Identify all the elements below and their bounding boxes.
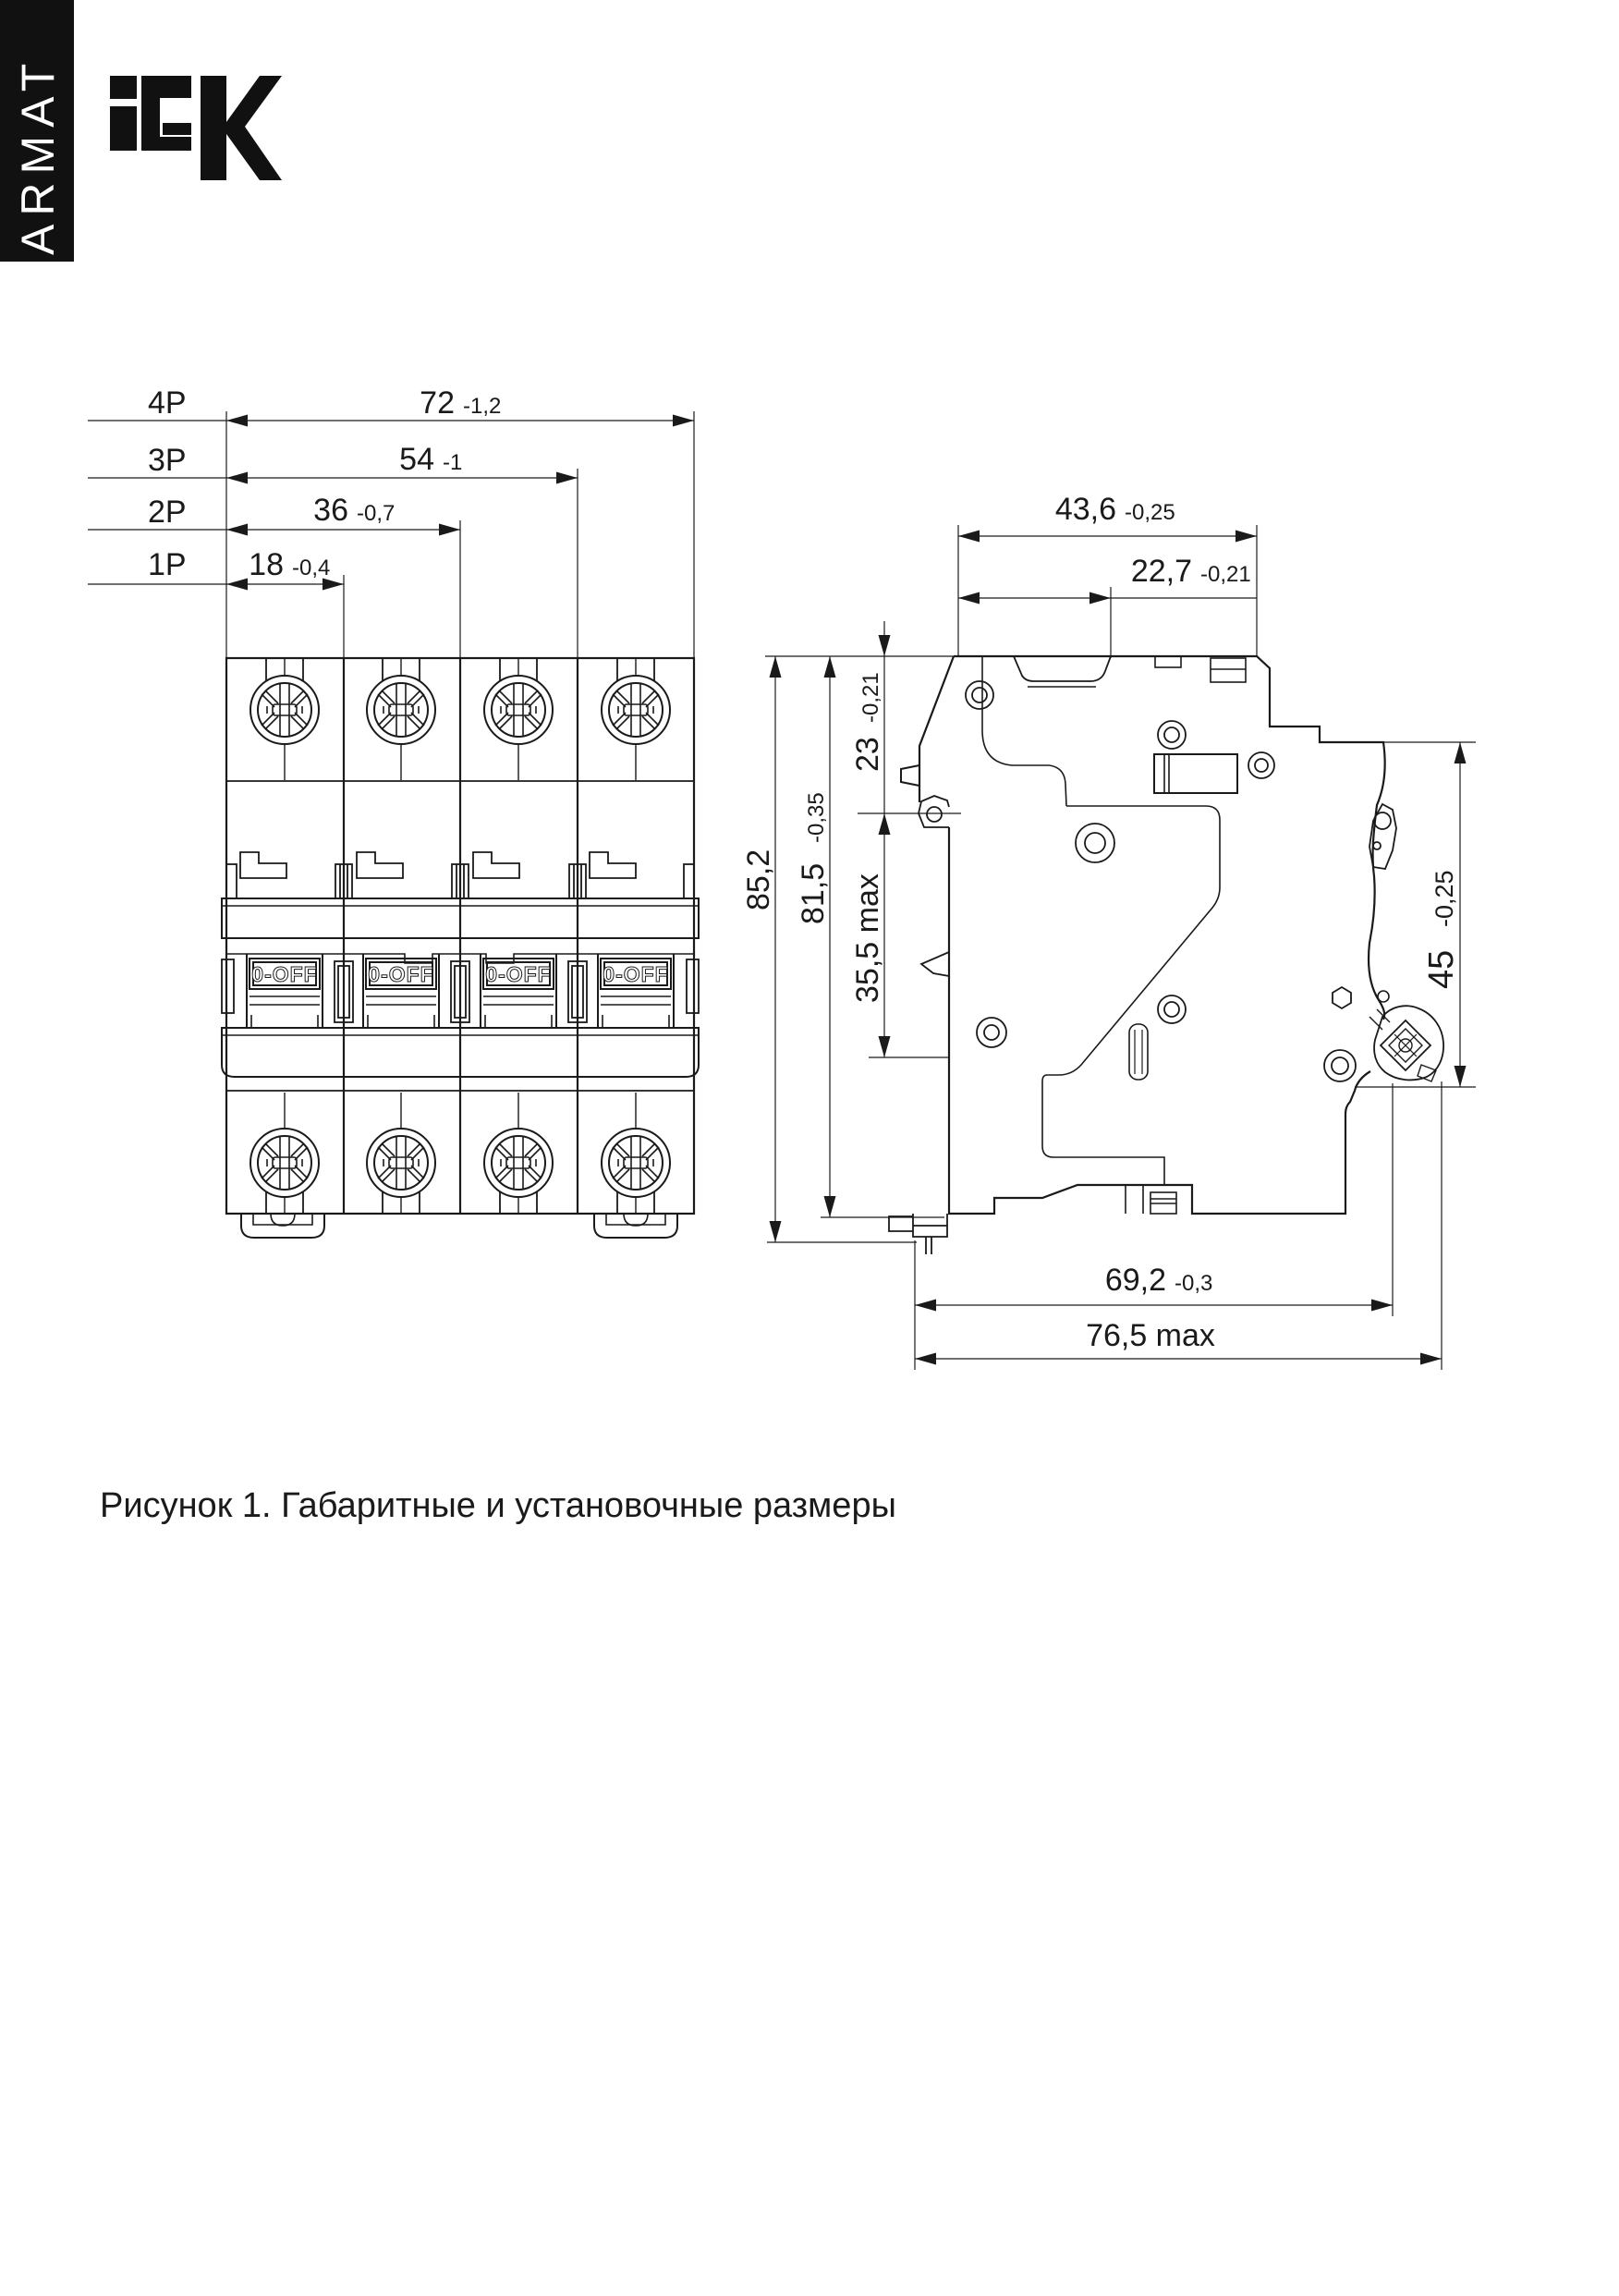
dim-72-value: 72 [420, 385, 455, 421]
front-view [222, 658, 699, 1238]
dim-85-2-value: 85,2 [741, 849, 776, 910]
dim-22-7-value: 22,7 [1130, 554, 1192, 589]
side-view [889, 656, 1443, 1254]
armat-series-label: ARMAT [12, 55, 64, 255]
dim-18-tol: -0,4 [292, 556, 331, 580]
pole-label-1p: 1P [148, 547, 187, 582]
dim-36-tol: -0,7 [357, 501, 396, 526]
dim-23-tol: -0,21 [858, 672, 883, 723]
side-view-dimensions [741, 492, 1476, 1370]
dim-76-5-value: 76,5 max [1086, 1318, 1215, 1353]
side-terminal-screw [1369, 1006, 1443, 1081]
dim-43-6-tol: -0,25 [1125, 500, 1175, 525]
dim-18-value: 18 [249, 547, 284, 582]
dim-54-value: 54 [399, 442, 434, 477]
dim-35-5-value: 35,5 max [850, 873, 885, 1003]
figure-caption: Рисунок 1. Габаритные и установочные размеры [100, 1486, 896, 1525]
pole-label-3p: 3P [148, 443, 187, 478]
dim-81-5-value: 81,5 [796, 862, 831, 924]
dim-45-value: 45 [1422, 949, 1461, 989]
dim-22-7-tol: -0,21 [1200, 562, 1251, 587]
dim-43-6-value: 43,6 [1054, 492, 1116, 527]
brand-header [0, 0, 282, 262]
pole-label-4p: 4P [148, 385, 187, 421]
dim-23-value: 23 [850, 737, 885, 772]
iek-logo [110, 76, 282, 180]
dim-69-2-value: 69,2 [1104, 1263, 1166, 1298]
inner-seams [982, 656, 1220, 1185]
side-body-outline [954, 656, 1385, 1020]
pole-label-2p: 2P [148, 495, 187, 530]
dim-36-value: 36 [313, 493, 348, 528]
din-clips-front [241, 1214, 677, 1238]
din-clip-side [889, 1214, 947, 1254]
front-view-dimensions [88, 385, 694, 658]
rivets [966, 681, 1356, 1081]
dim-69-2-tol: -0,3 [1175, 1271, 1213, 1296]
dim-72-tol: -1,2 [463, 394, 502, 419]
dim-45-tol: -0,25 [1430, 870, 1458, 927]
dim-54-tol: -1 [443, 450, 463, 475]
dim-81-5-tol: -0,35 [804, 792, 829, 843]
